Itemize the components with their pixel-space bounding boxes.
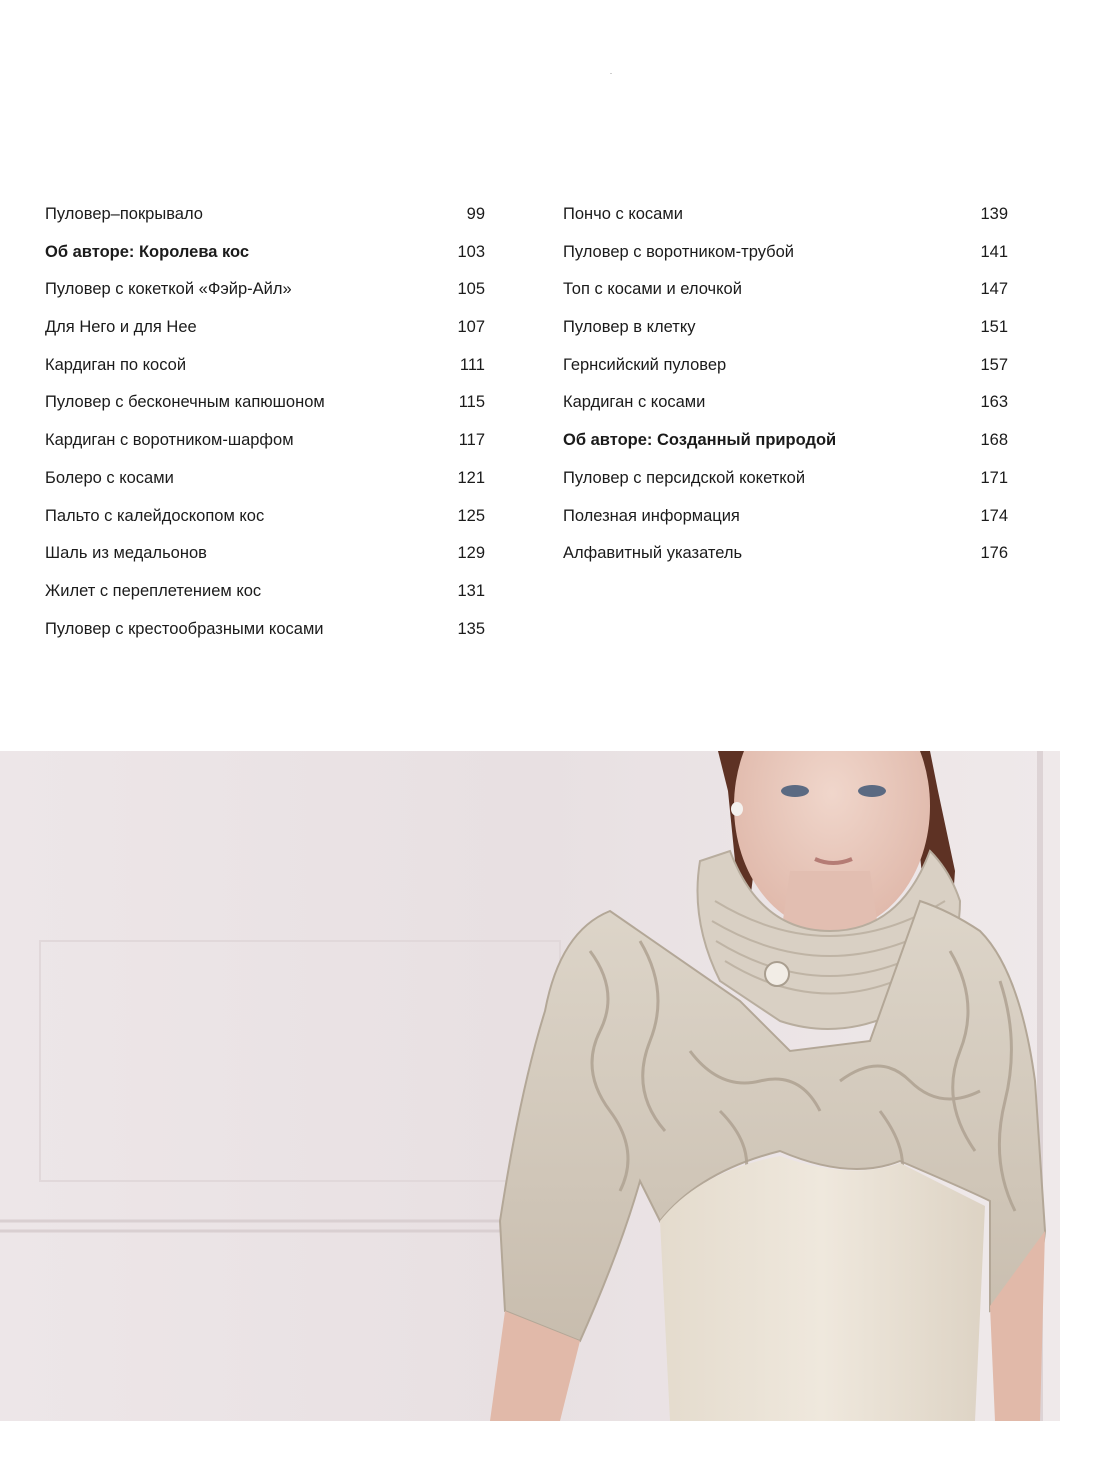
toc-entry[interactable] (45, 498, 485, 536)
toc-entry-title: Кардиган с воротником-шарфом (45, 431, 294, 450)
toc-entry-title: Пуловер с воротником-трубой (563, 242, 794, 261)
toc-entry[interactable] (563, 347, 1008, 385)
toc-entry-page: 115 (458, 393, 485, 412)
toc-entry[interactable] (563, 498, 1008, 536)
toc-entry-page: 174 (980, 506, 1008, 525)
toc-entry-page: 171 (980, 468, 1008, 487)
toc-entry-title: Пуловер с кокеткой «Фэйр-Айл» (45, 280, 292, 299)
toc-entry-page: 129 (457, 544, 485, 563)
toc-entry-page: 176 (980, 544, 1008, 563)
toc-entry-page: 117 (458, 431, 485, 450)
toc-left-column (45, 196, 485, 648)
toc-entry-title: Для Него и для Нее (45, 318, 197, 337)
scan-speck (610, 73, 612, 74)
toc-entry[interactable] (45, 271, 485, 309)
toc-entry-title: Полезная информация (563, 506, 740, 525)
earring (731, 802, 743, 816)
model-photo (0, 751, 1060, 1421)
toc-entry-page: 125 (457, 506, 485, 525)
toc-entry-title: Алфавитный указатель (563, 544, 743, 563)
toc-entry-page: 147 (980, 280, 1008, 299)
toc-entry[interactable] (45, 535, 485, 573)
toc-entry-page: 135 (457, 619, 485, 638)
toc-entry[interactable] (563, 422, 1008, 460)
toc-entry[interactable] (563, 460, 1008, 498)
toc-entry[interactable] (45, 611, 485, 649)
toc-entry-page: 157 (980, 355, 1008, 374)
toc-entry-page: 121 (457, 468, 485, 487)
toc-entry[interactable] (563, 309, 1008, 347)
toc-entry[interactable] (563, 384, 1008, 422)
toc-entry[interactable] (45, 384, 485, 422)
toc-entry-page: 105 (457, 280, 485, 299)
toc-entry-title: Топ с косами и елочкой (563, 280, 742, 299)
toc-entry-page: 151 (980, 318, 1008, 337)
toc-entry-page: 111 (459, 355, 485, 374)
toc-entry-page: 99 (466, 205, 485, 223)
button (765, 962, 789, 986)
toc-entry-page: 103 (457, 242, 485, 261)
photo-illustration (0, 751, 1060, 1421)
toc-entry[interactable] (45, 234, 485, 272)
toc-entry-page: 168 (980, 431, 1008, 450)
toc-entry-title: Пуловер с бесконечным капюшоном (45, 393, 325, 412)
toc-entry-title: Об авторе: Королева кос (45, 242, 250, 261)
toc-entry[interactable] (45, 347, 485, 385)
toc-entry-title: Шаль из медальонов (45, 544, 207, 563)
left-eye (781, 785, 809, 797)
right-eye (858, 785, 886, 797)
toc-entry-title: Об авторе: Созданный природой (563, 431, 837, 450)
toc-entry-title: Жилет с переплетением кос (45, 581, 262, 600)
toc-entry-title: Кардиган по косой (45, 355, 187, 374)
toc-entry[interactable] (45, 422, 485, 460)
toc-entry-page: 139 (980, 205, 1008, 223)
toc-right-column (563, 196, 1008, 573)
toc-entry-page: 141 (980, 242, 1008, 261)
toc-entry-page: 163 (980, 393, 1008, 412)
toc-entry-title: Пуловер с персидской кокеткой (563, 468, 806, 487)
toc-entry[interactable] (45, 460, 485, 498)
toc-entry[interactable] (563, 535, 1008, 573)
toc-entry-title: Пальто с калейдоскопом кос (45, 506, 265, 525)
toc-entry[interactable] (45, 196, 485, 234)
toc-entry-title: Гернсийский пуловер (563, 355, 727, 374)
toc-entry[interactable] (45, 573, 485, 611)
toc-entry-title: Пончо с косами (563, 205, 683, 223)
toc-entry[interactable] (563, 271, 1008, 309)
toc-entry[interactable] (563, 196, 1008, 234)
toc-entry-title: Кардиган с косами (563, 393, 706, 412)
toc-entry-title: Пуловер в клетку (563, 318, 696, 337)
toc-entry-title: Болеро с косами (45, 468, 174, 487)
toc-entry-title: Пуловер с крестообразными косами (45, 619, 324, 638)
toc-entry[interactable] (45, 309, 485, 347)
toc-entry[interactable] (563, 234, 1008, 272)
dress (660, 1156, 985, 1421)
toc-entry-title: Пуловер–покрывало (45, 205, 203, 223)
toc-entry-page: 131 (457, 581, 485, 600)
toc-entry-page: 107 (457, 318, 485, 337)
